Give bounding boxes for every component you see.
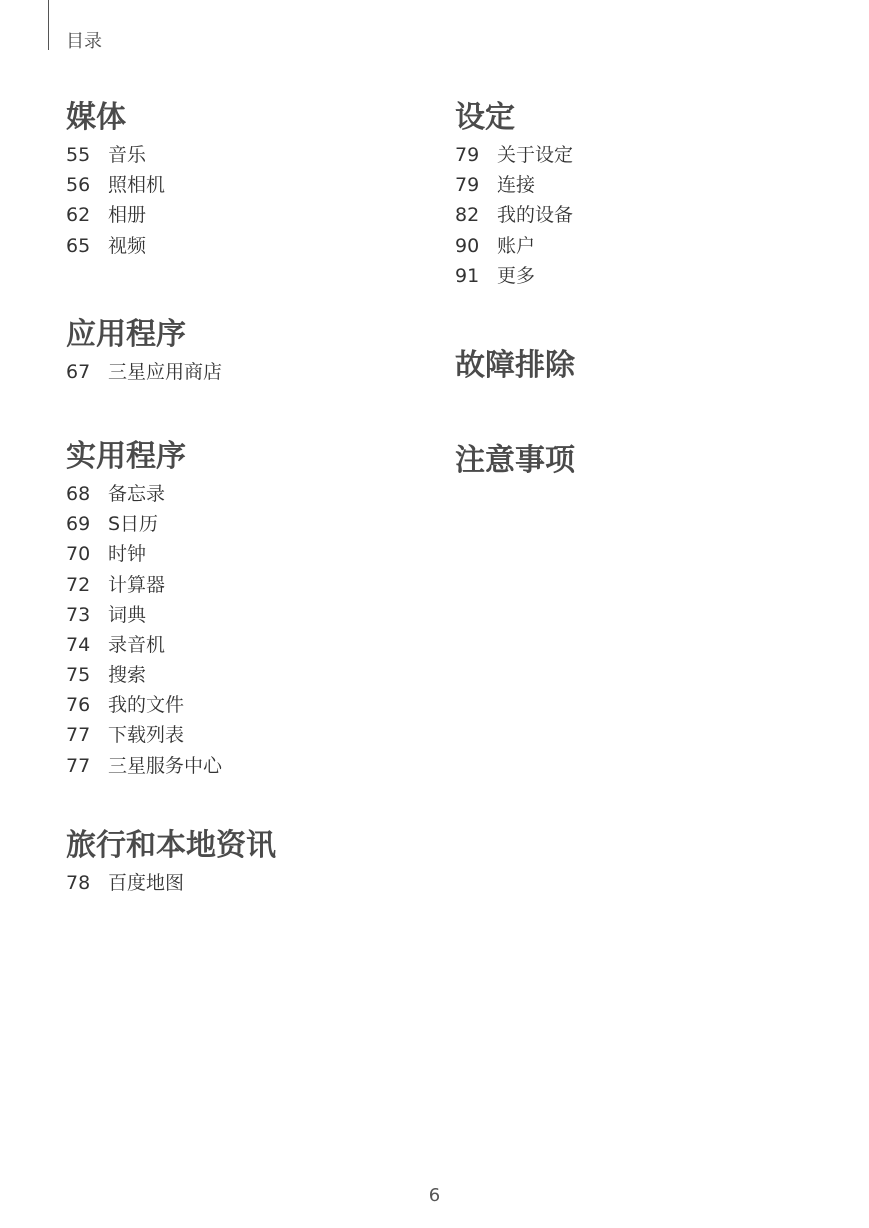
toc-entry[interactable] [455,170,815,200]
entry-label: 搜索 [108,664,147,687]
entry-label: 词典 [108,603,147,626]
toc-entry[interactable] [66,539,426,569]
entry-page-number: 74 [66,633,91,656]
toc-entry[interactable] [66,357,426,387]
entry-label: 账户 [497,234,536,257]
toc-entry[interactable] [66,868,426,898]
entry-label: 计算器 [108,573,166,596]
page-number: 6 [428,1185,441,1206]
entry-label: S日历 [108,513,159,536]
entry-page-number: 67 [66,360,91,383]
toc-entry[interactable] [66,570,426,600]
toc-section-settings [455,98,815,291]
entry-label: 照相机 [108,174,166,197]
entry-label: 相册 [108,204,147,227]
entry-page-number: 78 [66,871,91,894]
entry-label: 我的设备 [497,204,574,227]
entry-label: 录音机 [108,633,166,656]
entry-page-number: 62 [66,204,91,227]
toc-entry[interactable] [66,231,426,261]
toc-entry[interactable] [66,600,426,630]
toc-right-column [455,98,815,483]
toc-entry[interactable] [455,261,815,291]
entry-label: 我的文件 [108,694,185,717]
entry-page-number: 72 [66,573,91,596]
toc-entry[interactable] [66,200,426,230]
toc-section-notices [455,441,815,481]
section-title[interactable]: 旅行和本地资讯 [66,827,276,863]
toc-section-troubleshooting [455,346,815,386]
toc-entry[interactable] [455,231,815,261]
entry-label: 百度地图 [108,871,185,894]
entry-label: 音乐 [108,144,147,166]
entry-page-number: 68 [66,482,91,505]
entry-label: 下载列表 [108,724,185,747]
toc-entry[interactable] [455,200,815,230]
entry-page-number: 73 [66,603,91,626]
entry-page-number: 75 [66,664,91,687]
toc-entry[interactable] [455,140,815,170]
header-rule [48,0,49,50]
entry-page-number: 77 [66,724,91,747]
running-head: 目录 [66,31,102,52]
entry-label: 视频 [108,234,147,257]
toc-entry[interactable] [66,170,426,200]
entry-page-number: 69 [66,513,91,536]
entry-page-number: 82 [455,204,480,227]
toc-entry[interactable] [66,720,426,750]
entry-label: 三星服务中心 [108,754,223,777]
entry-page-number: 70 [66,543,91,566]
entry-page-number: 79 [455,144,480,166]
entry-label: 三星应用商店 [108,360,223,383]
entry-label: 时钟 [108,543,147,566]
toc-entry[interactable] [66,509,426,539]
toc-section-media [66,98,426,261]
toc-entry[interactable] [66,660,426,690]
entry-page-number: 91 [455,264,480,287]
section-title[interactable]: 应用程序 [66,316,186,352]
entry-page-number: 77 [66,754,91,777]
toc-left-column [66,98,426,898]
toc-entry[interactable] [66,751,426,781]
entry-page-number: 79 [455,174,480,197]
entry-label: 连接 [497,174,536,197]
entry-label: 关于设定 [497,144,574,166]
toc-section-travel [66,826,426,898]
section-title[interactable]: 注意事项 [455,442,575,478]
entry-page-number: 76 [66,694,91,717]
toc-entry[interactable] [66,140,426,170]
entry-page-number: 65 [66,234,91,257]
section-title[interactable]: 故障排除 [455,347,575,383]
toc-section-utilities [66,437,426,781]
entry-page-number: 90 [455,234,480,257]
entry-page-number: 55 [66,144,91,166]
section-title[interactable]: 媒体 [66,100,126,135]
section-title[interactable]: 设定 [455,100,515,135]
toc-entry[interactable] [66,630,426,660]
entry-page-number: 56 [66,174,91,197]
entry-label: 更多 [497,264,536,287]
section-title[interactable]: 实用程序 [66,438,186,474]
toc-entry[interactable] [66,479,426,509]
entry-label: 备忘录 [108,482,166,505]
toc-section-apps [66,315,426,387]
toc-entry[interactable] [66,690,426,720]
